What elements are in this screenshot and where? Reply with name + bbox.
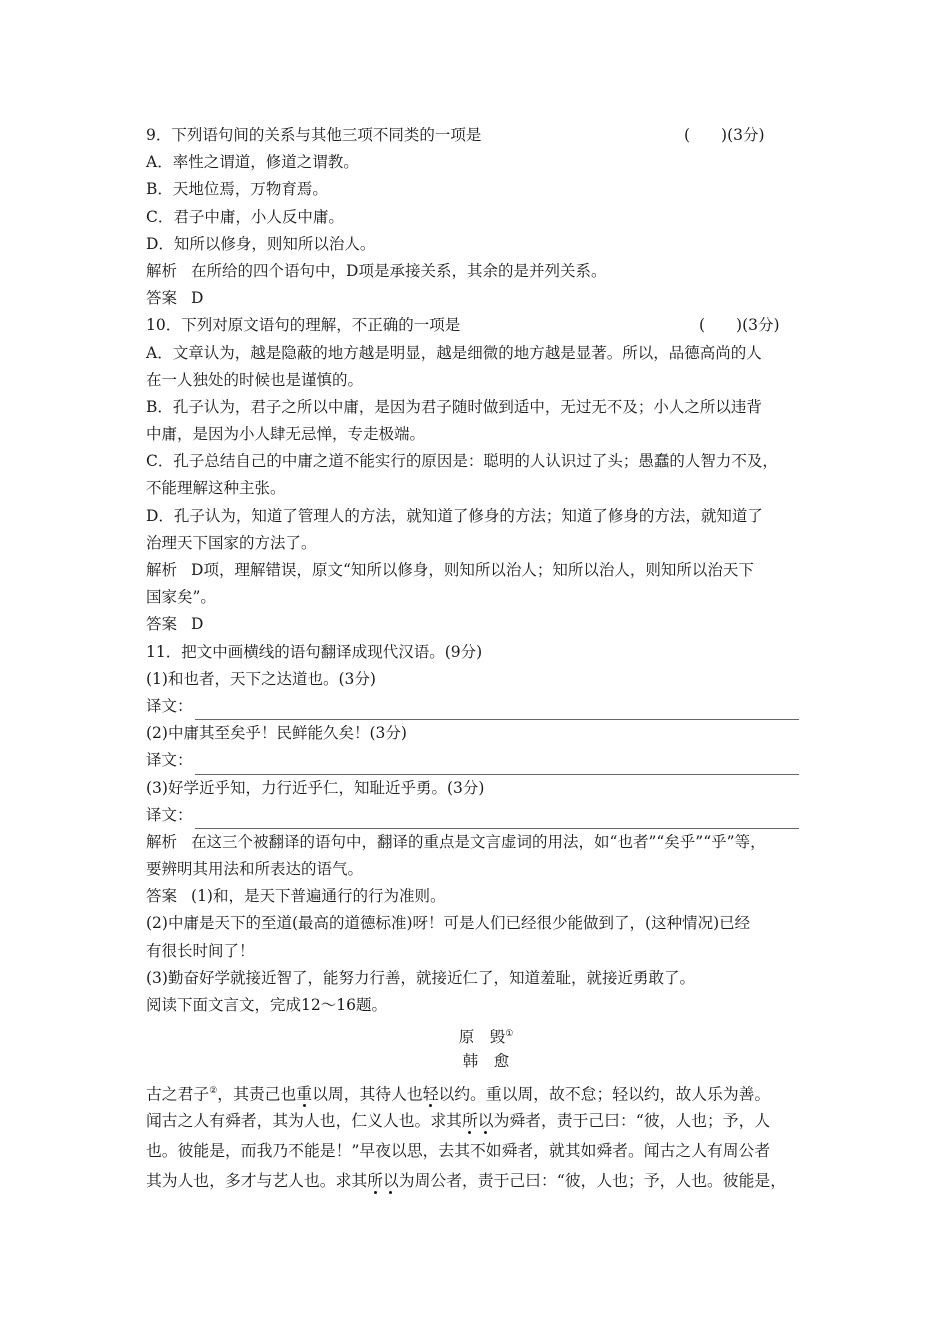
q10-analysis-label: 解析: [146, 561, 178, 579]
text-run: 为舜者，责于己曰：“彼，人也；予，人: [493, 1110, 771, 1130]
emphasized-char: 所: [367, 1170, 383, 1190]
footnote-marker: ①: [505, 1029, 514, 1040]
q9-option-b: B．天地位焉，万物育焉。: [146, 180, 328, 199]
q11-analysis: [146, 829, 826, 856]
q11-item-2: (2)中庸其至矣乎！民鲜能久矣！(3分): [146, 724, 407, 743]
q11-answer: [146, 883, 826, 910]
q9-answer: [146, 285, 826, 312]
text-run: 以周，其待人也: [312, 1083, 423, 1103]
q9-answer-text: D: [191, 289, 204, 308]
q9-stem-line: [146, 122, 826, 149]
passage-line: [146, 1166, 826, 1196]
q10-answer: [146, 611, 826, 638]
q11-stem: 11．把文中画横线的语句翻译成现代汉语。(9分): [146, 642, 483, 661]
text-run: 古之君子: [146, 1083, 210, 1103]
q10-answer-label: 答案: [146, 615, 178, 634]
q10-option-line: 治理天下国家的方法了。: [146, 533, 317, 552]
q10-answer-text: D: [191, 615, 204, 634]
passage-line: [146, 1076, 826, 1106]
emphasized-char: 以: [477, 1110, 494, 1130]
q11-answer-label: 答案: [146, 887, 178, 906]
passage-body: [146, 1076, 826, 1196]
q10-option-line: 中庸，是因为小人肆无忌惮，专走极端。: [146, 425, 426, 444]
q9-option-d: D．知所以修身，则知所以治人。: [146, 234, 376, 253]
q10-option-line: D．孔子认为，知道了管理人的方法，就知道了修身的方法；知道了修身的方法，就知道了: [146, 506, 763, 525]
q11-analysis-text: 在这三个被翻译的语句中，翻译的重点是文言虚词的用法，如“也者”“矣乎”“乎”等，: [191, 832, 766, 851]
q11-analysis-cont: 要辨明其用法和所表达的语气。: [146, 860, 364, 879]
document-page: [146, 122, 826, 1196]
q11-item-3: (3)好学近乎知，力行近乎仁，知耻近乎勇。(3分): [146, 778, 485, 797]
q9-analysis: [146, 258, 826, 285]
q11-item-1: (1)和也者，天下之达道也。(3分): [146, 669, 376, 688]
passage-line: 也。彼能是，而我乃不能是！”早夜以思，去其不如舜者，就其如舜者。闻古之人有周公者: [146, 1140, 771, 1160]
q11-translate-row-1: [146, 693, 826, 720]
q10-score-mark: ( )(3分): [699, 316, 780, 335]
q10-analysis-cont: 国家矣”。: [146, 588, 216, 607]
q9-stem: 9．下列语句间的关系与其他三项不同类的一项是: [146, 126, 482, 144]
text-run: 为周公者，责于己曰：“彼，人也；予，人也。彼能是，: [398, 1170, 786, 1190]
q10-stem-line: [146, 312, 826, 339]
q11-translate-row-3: [146, 802, 826, 829]
emphasized-char: 重: [296, 1083, 313, 1103]
q9-analysis-text: 在所给的四个语句中，D项是承接关系，其余的是并列关系。: [191, 261, 607, 280]
q10-option-line: B．孔子认为，君子之所以中庸，是因为君子随时做到适中，无过无不及；小人之所以违背: [146, 397, 762, 416]
q9-option-c: C．君子中庸，小人反中庸。: [146, 207, 344, 226]
answer-blank-line[interactable]: [195, 704, 799, 720]
answer-blank-line[interactable]: [195, 813, 799, 829]
translate-label: 译文：: [146, 696, 193, 715]
q9-analysis-label: 解析: [146, 261, 178, 280]
text-run: 其为人也，多才与艺人也。求其: [146, 1170, 368, 1190]
q9-score-mark: ( )(3分): [684, 126, 765, 144]
q9-option-a: A．率性之谓道，修道之谓教。: [146, 153, 359, 172]
q11-answer-line: (3)勤奋好学就接近智了，能努力行善，就接近仁了，知道羞耻，就接近勇敢了。: [146, 968, 695, 987]
text-run: 闻古之人有舜者，其为人也，仁义人也。求其: [146, 1110, 462, 1130]
passage-title-text: 原 毁: [458, 1028, 506, 1047]
q11-answer-line: 有很长时间了！: [146, 941, 255, 960]
reading-instruction: 阅读下面文言文，完成12～16题。: [146, 996, 387, 1014]
q11-translate-row-2: [146, 747, 826, 774]
q9-answer-label: 答案: [146, 289, 178, 308]
answer-blank-line[interactable]: [195, 759, 799, 775]
q11-answer-line: (2)中庸是天下的至道(最高的道德标准)呀！可是人们已经很少能做到了，(这种情况)已经: [146, 914, 751, 933]
q11-answer-text: (1)和，是天下普遍通行的行为准则。: [191, 887, 446, 906]
translate-label: 译文：: [146, 751, 193, 770]
q10-option-line: 不能理解这种主张。: [146, 479, 286, 498]
footnote-marker: ②: [209, 1085, 218, 1096]
q10-analysis-text: D项，理解错误，原文“知所以修身，则知所以治人；知所以治人，则知所以治天下: [191, 561, 754, 579]
q10-option-line: A．文章认为，越是隐蔽的地方越是明显，越是细微的地方越是显著。所以，品德高尚的人: [146, 343, 762, 362]
translate-label: 译文：: [146, 805, 193, 824]
q10-option-line: C．孔子总结自己的中庸之道不能实行的原因是：聪明的人认识过了头；愚蠢的人智力不及，: [146, 452, 778, 471]
q10-analysis: [146, 557, 826, 584]
q10-option-line: 在一人独处的时候也是谨慎的。: [146, 370, 364, 389]
emphasized-char: 轻: [422, 1083, 439, 1103]
passage-line: [146, 1106, 826, 1136]
text-run: ，其责己也: [217, 1083, 297, 1103]
text-run: 以约。重以周，故不怠；轻以约，故人乐为善。: [438, 1083, 771, 1103]
q10-stem: 10．下列对原文语句的理解，不正确的一项是: [146, 316, 461, 335]
emphasized-char: 以: [382, 1170, 399, 1190]
q11-analysis-label: 解析: [146, 832, 178, 851]
passage-title: [146, 1021, 826, 1048]
passage-author: 韩 愈: [462, 1052, 510, 1071]
emphasized-char: 所: [461, 1110, 478, 1130]
